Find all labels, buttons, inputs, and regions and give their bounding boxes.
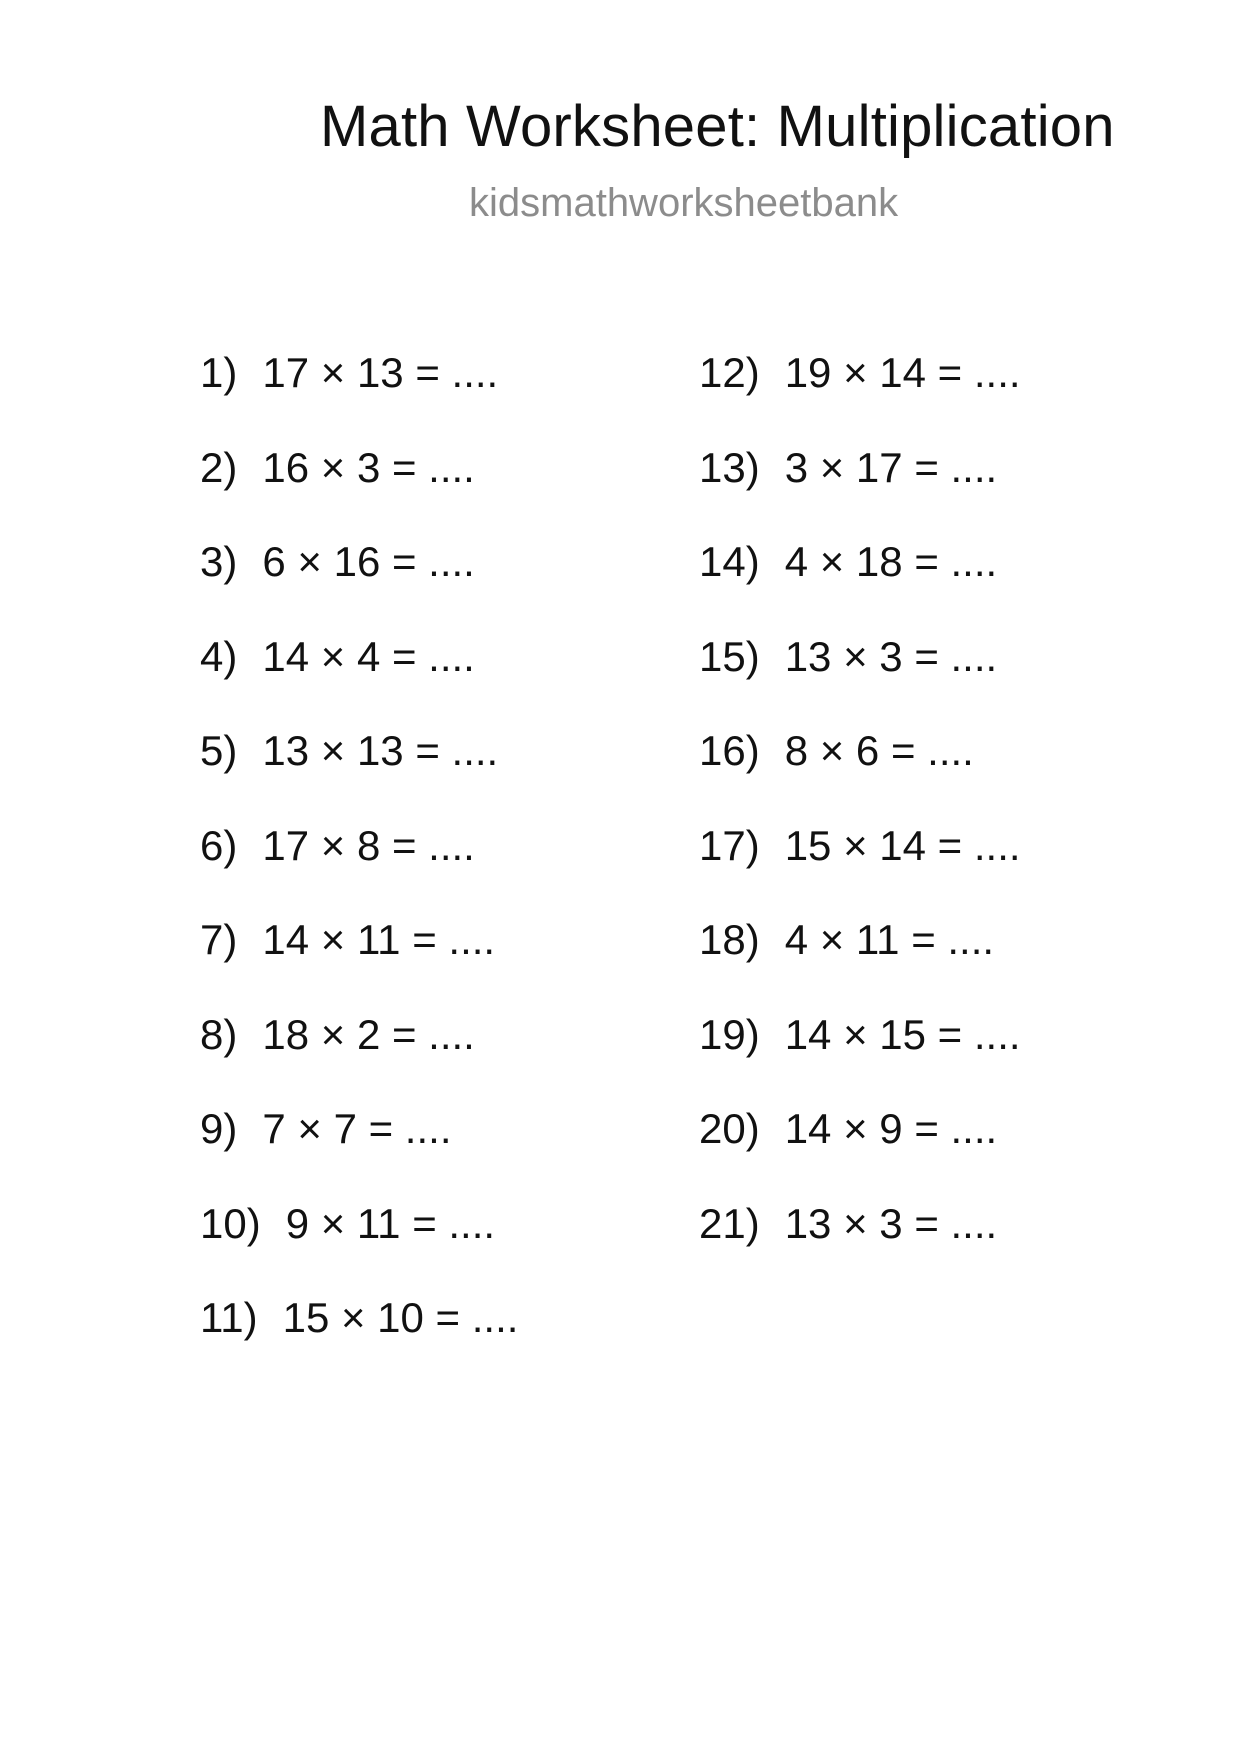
problem-number: 1) [200,349,238,396]
problem-expression: 13 × 13 = .... [262,727,499,774]
problem-expression: 15 × 14 = .... [784,821,1021,869]
problem-item [200,1105,518,1203]
problem-expression: 17 × 13 = .... [262,349,499,396]
problem-item [699,821,1021,920]
problem-item [200,1294,519,1392]
problem-number: 16) [699,727,760,774]
problem-item [699,632,1021,731]
problem-item [699,1199,1021,1298]
problem-expression: 18 × 2 = .... [262,1010,475,1058]
problem-item [200,821,518,920]
problem-expression: 4 × 18 = .... [784,538,998,585]
problem-number: 5) [200,727,238,774]
problem-expression: 7 × 7 = .... [262,1105,452,1152]
problem-number: 12) [699,349,760,396]
problem-expression: 14 × 4 = .... [262,632,475,680]
problem-expression: 15 × 10 = .... [282,1294,519,1341]
problem-number: 17) [699,821,760,869]
problem-expression: 9 × 11 = .... [285,1199,496,1247]
problem-expression: 8 × 6 = .... [784,727,974,774]
problem-number: 7) [200,916,238,963]
problem-expression: 14 × 15 = .... [784,1010,1021,1058]
problem-column-right [699,349,1021,1297]
problem-number: 4) [200,632,238,680]
problem-expression: 13 × 3 = .... [784,1199,998,1247]
problem-number: 8) [200,1010,238,1058]
problem-number: 2) [200,443,238,491]
problem-number: 18) [699,916,760,963]
problem-item [200,727,518,825]
problem-number: 10) [200,1199,261,1247]
problem-item [699,538,1021,636]
problem-item [699,349,1021,447]
problem-expression: 3 × 17 = .... [784,443,998,491]
problem-item [699,1010,1021,1109]
problem-number: 9) [200,1105,238,1152]
problem-number: 15) [699,632,760,680]
problem-number: 3) [200,538,238,585]
problem-item [200,443,518,542]
problem-number: 11) [200,1294,258,1341]
problem-expression: 17 × 8 = .... [262,821,475,869]
problem-item [200,1199,518,1298]
problem-column-left [200,349,519,1392]
problem-item [200,538,518,636]
problem-expression: 16 × 3 = .... [262,443,475,491]
problem-expression: 6 × 16 = .... [262,538,475,585]
problem-expression: 19 × 14 = .... [784,349,1021,396]
problem-item [699,443,1021,542]
worksheet-source: kidsmathworksheetbank [469,181,899,225]
problem-number: 14) [699,538,760,585]
problem-number: 20) [699,1105,760,1152]
problem-item [200,916,518,1014]
problem-expression: 14 × 9 = .... [784,1105,998,1152]
worksheet-title: Math Worksheet: Multiplication [320,94,1115,159]
problem-number: 19) [699,1010,760,1058]
problem-expression: 13 × 3 = .... [784,632,998,680]
problem-number: 13) [699,443,760,491]
problem-item [200,632,518,731]
problem-item [699,727,1021,825]
problem-number: 6) [200,821,238,869]
problem-item [699,916,1021,1014]
problem-item [200,1010,518,1109]
problem-expression: 4 × 11 = .... [784,916,995,963]
problem-number: 21) [699,1199,760,1247]
problem-item [699,1105,1021,1203]
problem-expression: 14 × 11 = .... [262,916,496,963]
problem-item [200,349,518,447]
